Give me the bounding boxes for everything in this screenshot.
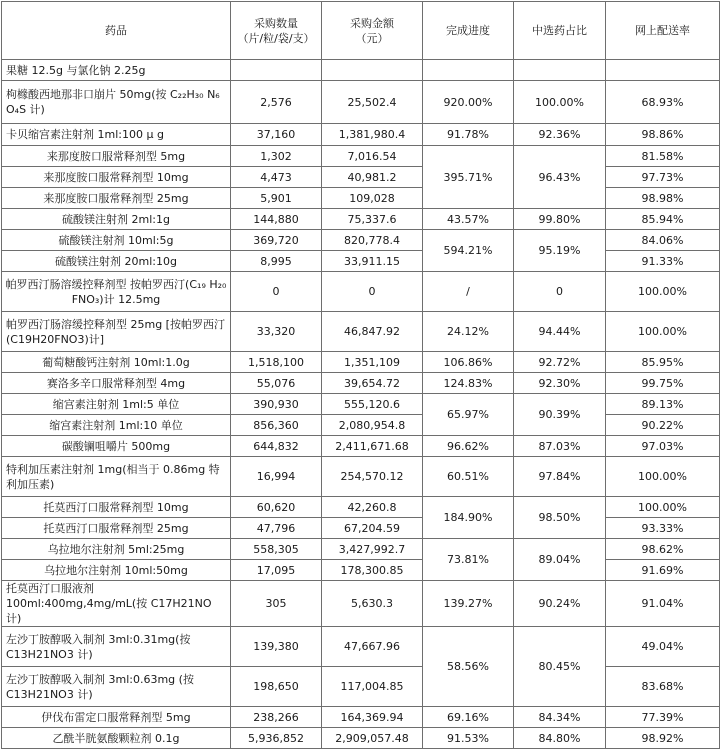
drug-cell: 帕罗西汀肠溶缓控释剂型 按帕罗西汀(C₁₉ H₂₀ FNO₃)计 12.5mg <box>2 272 231 312</box>
progress-cell: 920.00% <box>423 81 514 124</box>
drug-cell: 乌拉地尔注射剂 5ml:25mg <box>2 539 231 560</box>
delivery-cell: 100.00% <box>606 457 720 497</box>
table-row <box>2 707 720 728</box>
progress-cell: 43.57% <box>423 209 514 230</box>
amount-cell: 109,028 <box>322 188 423 209</box>
header-delivery: 网上配送率 <box>606 2 720 60</box>
table-row <box>2 497 720 518</box>
quantity-cell: 37,160 <box>231 124 322 146</box>
group-share-cell: 90.39% <box>514 394 606 436</box>
quantity-cell: 2,576 <box>231 81 322 124</box>
table-row <box>2 146 720 167</box>
delivery-cell: 91.69% <box>606 560 720 581</box>
delivery-cell: 97.73% <box>606 167 720 188</box>
quantity-cell: 8,995 <box>231 251 322 272</box>
delivery-cell: 68.93% <box>606 81 720 124</box>
amount-cell: 1,351,109 <box>322 352 423 373</box>
table-row <box>2 167 720 188</box>
drug-cell: 来那度胺口服常释剂型 25mg <box>2 188 231 209</box>
share-cell: 94.44% <box>514 312 606 352</box>
quantity-cell <box>231 60 322 81</box>
group-progress-cell: 58.56% <box>423 627 514 707</box>
progress-cell <box>423 60 514 81</box>
delivery-cell: 98.62% <box>606 539 720 560</box>
amount-cell: 1,381,980.4 <box>322 124 423 146</box>
quantity-cell: 5,936,852 <box>231 728 322 749</box>
quantity-cell: 390,930 <box>231 394 322 415</box>
amount-cell: 67,204.59 <box>322 518 423 539</box>
header-quantity: 采购数量 （片/粒/袋/支） <box>231 2 322 60</box>
delivery-cell: 98.86% <box>606 124 720 146</box>
progress-cell: 69.16% <box>423 707 514 728</box>
amount-cell: 2,411,671.68 <box>322 436 423 457</box>
quantity-cell: 5,901 <box>231 188 322 209</box>
group-share-cell: 95.19% <box>514 230 606 272</box>
amount-cell: 555,120.6 <box>322 394 423 415</box>
quantity-cell: 55,076 <box>231 373 322 394</box>
amount-cell: 164,369.94 <box>322 707 423 728</box>
share-cell: 92.72% <box>514 352 606 373</box>
header-amount: 采购金额 （元） <box>322 2 423 60</box>
table-row <box>2 728 720 749</box>
table-row <box>2 436 720 457</box>
delivery-cell: 91.04% <box>606 581 720 627</box>
share-cell: 97.84% <box>514 457 606 497</box>
delivery-cell: 100.00% <box>606 272 720 312</box>
quantity-cell: 238,266 <box>231 707 322 728</box>
progress-cell: 24.12% <box>423 312 514 352</box>
amount-cell: 2,080,954.8 <box>322 415 423 436</box>
delivery-cell: 90.22% <box>606 415 720 436</box>
drug-cell: 硫酸镁注射剂 2ml:1g <box>2 209 231 230</box>
quantity-cell: 558,305 <box>231 539 322 560</box>
delivery-cell: 85.95% <box>606 352 720 373</box>
amount-cell: 254,570.12 <box>322 457 423 497</box>
amount-cell: 42,260.8 <box>322 497 423 518</box>
table-row <box>2 60 720 81</box>
drug-cell: 帕罗西汀肠溶缓控释剂型 25mg [按帕罗西汀(C19H20FNO3)计] <box>2 312 231 352</box>
drug-cell: 托莫西汀口服液剂 100ml:400mg,4mg/mL(按 C17H21NO 计) <box>2 581 231 627</box>
amount-cell: 33,911.15 <box>322 251 423 272</box>
amount-cell: 39,654.72 <box>322 373 423 394</box>
table-row <box>2 539 720 560</box>
drug-cell: 特利加压素注射剂 1mg(相当于 0.86mg 特利加压素) <box>2 457 231 497</box>
delivery-cell: 99.75% <box>606 373 720 394</box>
drug-cell: 葡萄糖酸钙注射剂 10ml:1.0g <box>2 352 231 373</box>
share-cell: 100.00% <box>514 81 606 124</box>
drug-cell: 果糖 12.5g 与氯化钠 2.25g <box>2 60 231 81</box>
drug-cell: 碳酸镧咀嚼片 500mg <box>2 436 231 457</box>
drug-cell: 托莫西汀口服常释剂型 10mg <box>2 497 231 518</box>
amount-cell: 47,667.96 <box>322 627 423 667</box>
quantity-cell: 0 <box>231 272 322 312</box>
table-row <box>2 124 720 146</box>
amount-cell: 5,630.3 <box>322 581 423 627</box>
group-progress-cell: 73.81% <box>423 539 514 581</box>
table-row <box>2 230 720 251</box>
table-row <box>2 373 720 394</box>
amount-cell: 0 <box>322 272 423 312</box>
share-cell: 92.30% <box>514 373 606 394</box>
quantity-cell: 16,994 <box>231 457 322 497</box>
quantity-cell: 1,302 <box>231 146 322 167</box>
delivery-cell: 83.68% <box>606 667 720 707</box>
progress-cell: 91.53% <box>423 728 514 749</box>
drug-cell: 伊伐布雷定口服常释剂型 5mg <box>2 707 231 728</box>
amount-cell: 75,337.6 <box>322 209 423 230</box>
share-cell: 84.34% <box>514 707 606 728</box>
drug-cell: 左沙丁胺醇吸入制剂 3ml:0.31mg(按 C13H21NO3 计) <box>2 627 231 667</box>
amount-cell <box>322 60 423 81</box>
table-row <box>2 667 720 707</box>
group-share-cell: 96.43% <box>514 146 606 209</box>
delivery-cell <box>606 60 720 81</box>
progress-cell: 91.78% <box>423 124 514 146</box>
quantity-cell: 47,796 <box>231 518 322 539</box>
table-row <box>2 415 720 436</box>
drug-cell: 托莫西汀口服常释剂型 25mg <box>2 518 231 539</box>
table-row <box>2 581 720 627</box>
delivery-cell: 98.92% <box>606 728 720 749</box>
drug-cell: 乌拉地尔注射剂 10ml:50mg <box>2 560 231 581</box>
quantity-cell: 144,880 <box>231 209 322 230</box>
quantity-cell: 4,473 <box>231 167 322 188</box>
drug-cell: 缩宫素注射剂 1ml:10 单位 <box>2 415 231 436</box>
table-row <box>2 312 720 352</box>
drug-cell: 左沙丁胺醇吸入制剂 3ml:0.63mg (按 C13H21NO3 计) <box>2 667 231 707</box>
amount-cell: 25,502.4 <box>322 81 423 124</box>
progress-cell: / <box>423 272 514 312</box>
header-row <box>2 2 720 60</box>
header-progress: 完成进度 <box>423 2 514 60</box>
table-row <box>2 352 720 373</box>
delivery-cell: 100.00% <box>606 312 720 352</box>
progress-cell: 96.62% <box>423 436 514 457</box>
amount-cell: 2,909,057.48 <box>322 728 423 749</box>
progress-cell: 106.86% <box>423 352 514 373</box>
progress-cell: 60.51% <box>423 457 514 497</box>
delivery-cell: 89.13% <box>606 394 720 415</box>
amount-cell: 40,981.2 <box>322 167 423 188</box>
share-cell: 0 <box>514 272 606 312</box>
table-row <box>2 251 720 272</box>
delivery-cell: 77.39% <box>606 707 720 728</box>
table-row <box>2 81 720 124</box>
table-row <box>2 209 720 230</box>
delivery-cell: 85.94% <box>606 209 720 230</box>
drug-cell: 来那度胺口服常释剂型 10mg <box>2 167 231 188</box>
quantity-cell: 33,320 <box>231 312 322 352</box>
table-row <box>2 272 720 312</box>
quantity-cell: 305 <box>231 581 322 627</box>
share-cell: 92.36% <box>514 124 606 146</box>
table-row <box>2 394 720 415</box>
amount-cell: 3,427,992.7 <box>322 539 423 560</box>
delivery-cell: 100.00% <box>606 497 720 518</box>
drug-cell: 缩宫素注射剂 1ml:5 单位 <box>2 394 231 415</box>
share-cell: 84.80% <box>514 728 606 749</box>
drug-cell: 硫酸镁注射剂 10ml:5g <box>2 230 231 251</box>
table-row <box>2 188 720 209</box>
table-row <box>2 560 720 581</box>
delivery-cell: 93.33% <box>606 518 720 539</box>
group-progress-cell: 184.90% <box>423 497 514 539</box>
quantity-cell: 139,380 <box>231 627 322 667</box>
drug-cell: 卡贝缩宫素注射剂 1ml:100 μ g <box>2 124 231 146</box>
quantity-cell: 1,518,100 <box>231 352 322 373</box>
group-share-cell: 89.04% <box>514 539 606 581</box>
share-cell: 87.03% <box>514 436 606 457</box>
delivery-cell: 49.04% <box>606 627 720 667</box>
table-row <box>2 518 720 539</box>
drug-cell: 来那度胺口服常释剂型 5mg <box>2 146 231 167</box>
table-row <box>2 627 720 667</box>
group-progress-cell: 395.71% <box>423 146 514 209</box>
amount-cell: 7,016.54 <box>322 146 423 167</box>
share-cell: 99.80% <box>514 209 606 230</box>
delivery-cell: 91.33% <box>606 251 720 272</box>
quantity-cell: 17,095 <box>231 560 322 581</box>
amount-cell: 820,778.4 <box>322 230 423 251</box>
table-row <box>2 457 720 497</box>
amount-cell: 46,847.92 <box>322 312 423 352</box>
share-cell <box>514 60 606 81</box>
header-drug: 药品 <box>2 2 231 60</box>
group-progress-cell: 594.21% <box>423 230 514 272</box>
header-share: 中选药占比 <box>514 2 606 60</box>
quantity-cell: 369,720 <box>231 230 322 251</box>
delivery-cell: 84.06% <box>606 230 720 251</box>
procurement-table <box>1 1 720 749</box>
quantity-cell: 856,360 <box>231 415 322 436</box>
progress-cell: 124.83% <box>423 373 514 394</box>
group-share-cell: 80.45% <box>514 627 606 707</box>
delivery-cell: 98.98% <box>606 188 720 209</box>
delivery-cell: 81.58% <box>606 146 720 167</box>
amount-cell: 117,004.85 <box>322 667 423 707</box>
progress-cell: 139.27% <box>423 581 514 627</box>
delivery-cell: 97.03% <box>606 436 720 457</box>
quantity-cell: 644,832 <box>231 436 322 457</box>
quantity-cell: 60,620 <box>231 497 322 518</box>
group-progress-cell: 65.97% <box>423 394 514 436</box>
share-cell: 90.24% <box>514 581 606 627</box>
drug-cell: 乙酰半胱氨酸颗粒剂 0.1g <box>2 728 231 749</box>
drug-cell: 枸橼酸西地那非口崩片 50mg(按 C₂₂H₃₀ N₆ O₄S 计) <box>2 81 231 124</box>
amount-cell: 178,300.85 <box>322 560 423 581</box>
drug-cell: 赛洛多辛口服常释剂型 4mg <box>2 373 231 394</box>
drug-cell: 硫酸镁注射剂 20ml:10g <box>2 251 231 272</box>
quantity-cell: 198,650 <box>231 667 322 707</box>
group-share-cell: 98.50% <box>514 497 606 539</box>
